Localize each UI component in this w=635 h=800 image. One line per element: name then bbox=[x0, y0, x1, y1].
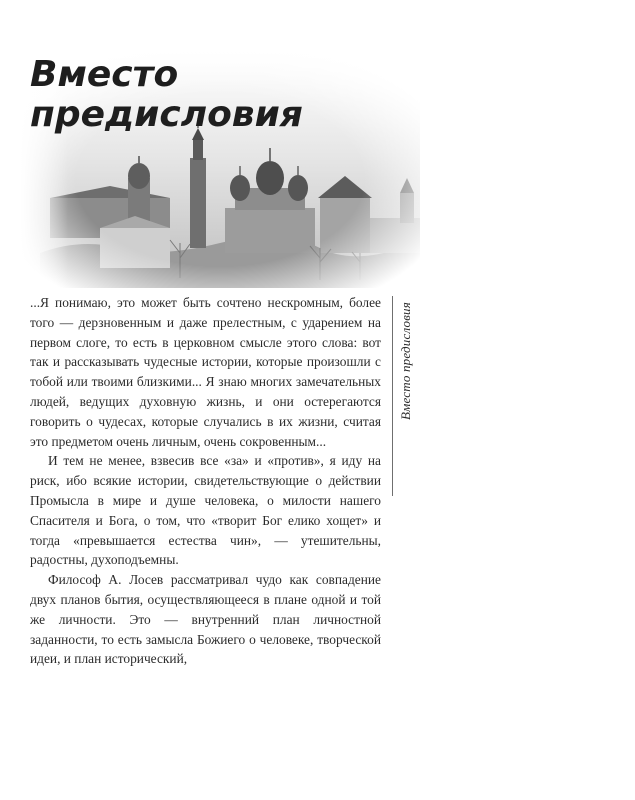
running-head bbox=[392, 296, 418, 496]
chapter-title-line-1: Вместо bbox=[30, 54, 179, 95]
paragraph-2: И тем не менее, взвесив все «за» и «против», я иду на риск, ибо всякие истории, свидетельствующие о действии Промысла в мире и душе человека, о милости нашего Спасителя и Бога, о том, что «творит Бог елико хощет» и тогда «превышается естества чин», — утешительны, радостны, духоподъемны. bbox=[30, 453, 381, 568]
chapter-title bbox=[30, 55, 330, 135]
body-text bbox=[30, 293, 381, 669]
chapter-title-line-2: предисловия bbox=[30, 94, 303, 135]
paragraph-3: Философ А. Лосев рассматривал чудо как совпадение двух планов бытия, осуществляющееся в плане одной и той же личности. Это — внутренний план личностной заданности, то есть замысла Божиего о человеке, творческой идеи, и план исторический, bbox=[30, 572, 381, 667]
paragraph-1: ...Я понимаю, это может быть сочтено нескромным, более того — дерзновенным и даже прелестным, с ударением на первом слоге, то есть в церковном смысле этого слова: вот так и рассказывать чудесные истории, которые произошли с тобой или твоими близкими... Я знаю многих замечательных людей, ведущих духовную жизнь, и они остерегаются говорить о чудесах, которые случались в их жизни, считая это предметом очень личным, очень сокровенным... bbox=[30, 295, 381, 449]
running-head-label: Вместо предисловия bbox=[398, 302, 413, 420]
running-head-rule bbox=[392, 296, 393, 496]
